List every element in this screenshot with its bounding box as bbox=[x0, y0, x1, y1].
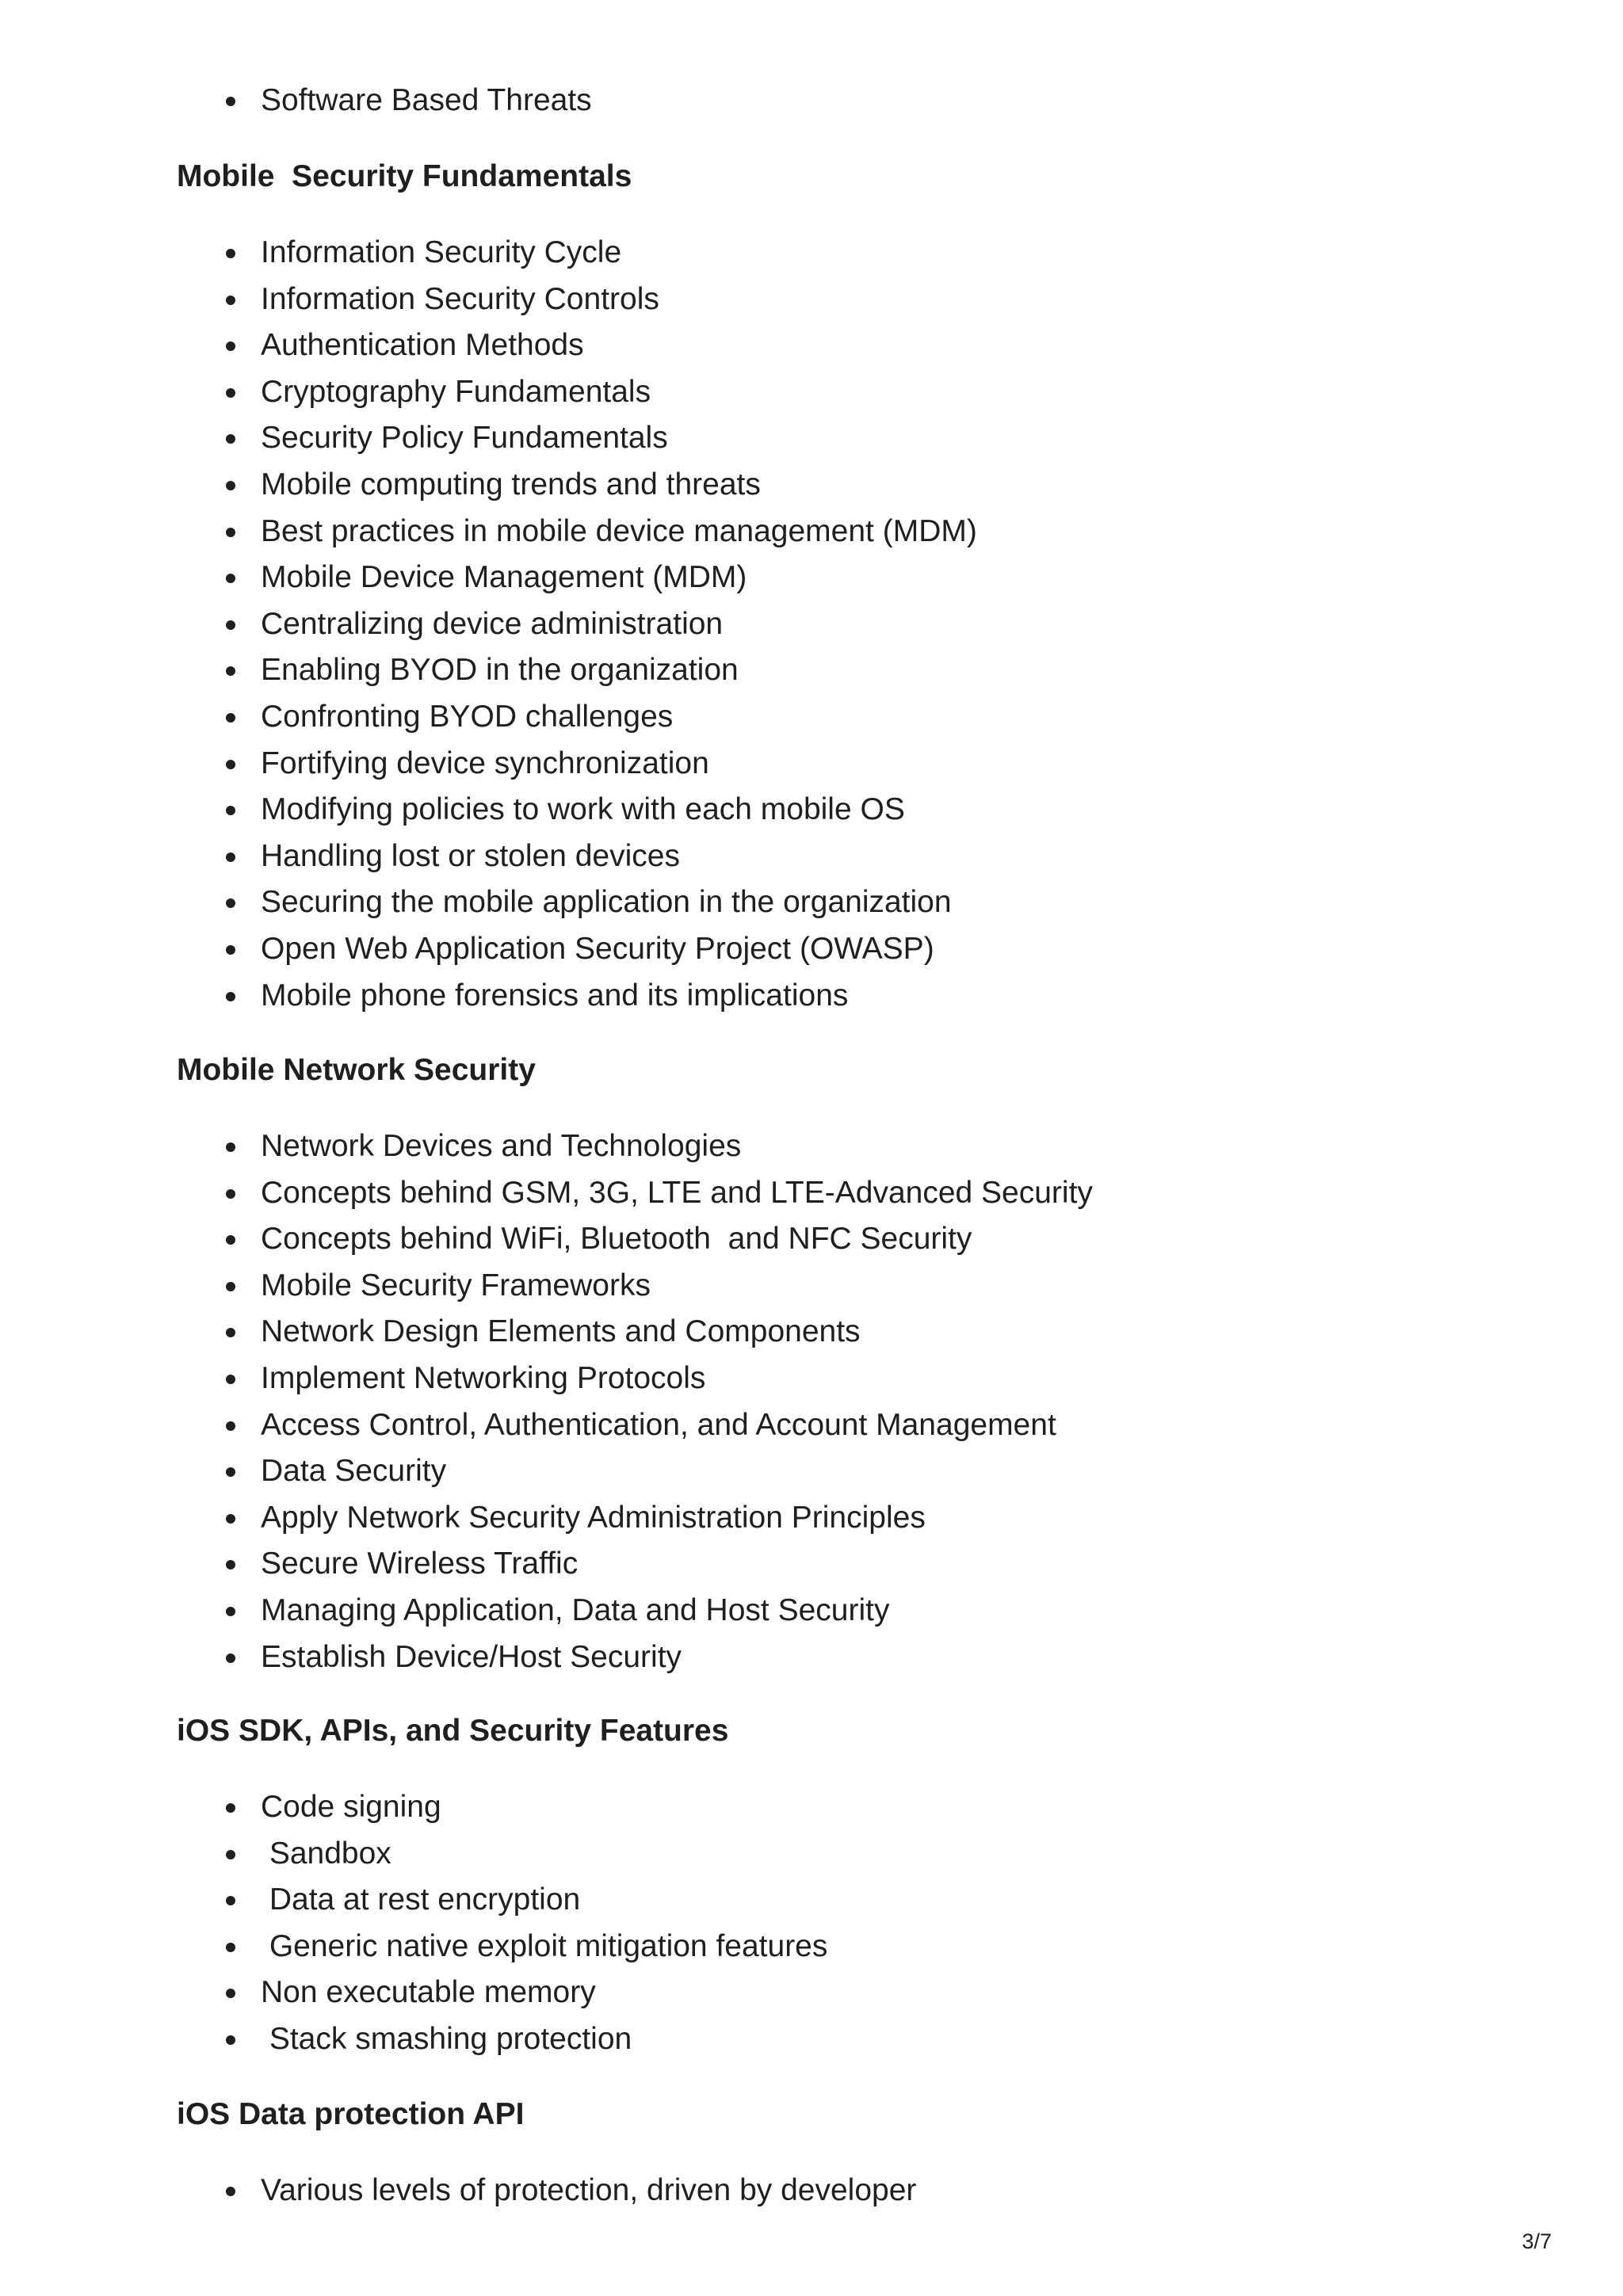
section-ios-data-protection-api bbox=[0, 2092, 1623, 2214]
list-item: Mobile computing trends and threats bbox=[0, 462, 1623, 509]
list-item: Data Security bbox=[0, 1448, 1623, 1495]
list-item: Establish Device/Host Security bbox=[0, 1634, 1623, 1681]
bullet-list bbox=[0, 1123, 1623, 1680]
list-item: Information Security Cycle bbox=[0, 230, 1623, 277]
list-item: Stack smashing protection bbox=[0, 2016, 1623, 2063]
list-item: Security Policy Fundamentals bbox=[0, 415, 1623, 462]
list-item: Modifying policies to work with each mobile OS bbox=[0, 787, 1623, 833]
bullet-list bbox=[0, 230, 1623, 1019]
section-heading: iOS Data protection API bbox=[177, 2097, 525, 2131]
list-item: Implement Networking Protocols bbox=[0, 1356, 1623, 1402]
page-number: 3/7 bbox=[1522, 2229, 1552, 2253]
list-item: Authentication Methods bbox=[0, 322, 1623, 369]
list-item: Open Web Application Security Project (OWASP) bbox=[0, 926, 1623, 973]
list-item: Network Devices and Technologies bbox=[0, 1123, 1623, 1170]
list-item: Mobile phone forensics and its implications bbox=[0, 973, 1623, 1020]
list-item: Various levels of protection, driven by developer bbox=[0, 2168, 1623, 2214]
list-item: Mobile Security Frameworks bbox=[0, 1263, 1623, 1310]
section-heading: iOS SDK, APIs, and Security Features bbox=[177, 1714, 729, 1748]
list-item: Sandbox bbox=[0, 1831, 1623, 1878]
list-item: Network Design Elements and Components bbox=[0, 1309, 1623, 1356]
bullet-list bbox=[0, 2168, 1623, 2214]
section-continuation bbox=[0, 78, 1623, 124]
list-item: Best practices in mobile device management (MDM) bbox=[0, 509, 1623, 555]
list-item: Enabling BYOD in the organization bbox=[0, 647, 1623, 694]
section-mobile-security-fundamentals bbox=[0, 154, 1623, 1019]
list-item: Concepts behind GSM, 3G, LTE and LTE-Advanced Security bbox=[0, 1170, 1623, 1217]
list-item: Non executable memory bbox=[0, 1970, 1623, 2016]
list-item: Confronting BYOD challenges bbox=[0, 694, 1623, 741]
list-item: Mobile Device Management (MDM) bbox=[0, 555, 1623, 601]
list-item: Securing the mobile application in the organization bbox=[0, 879, 1623, 926]
list-item: Centralizing device administration bbox=[0, 601, 1623, 648]
bullet-list bbox=[0, 78, 1623, 124]
list-item: Access Control, Authentication, and Account Management bbox=[0, 1402, 1623, 1449]
list-item: Fortifying device synchronization bbox=[0, 741, 1623, 788]
list-item: Secure Wireless Traffic bbox=[0, 1541, 1623, 1588]
list-item: Apply Network Security Administration Principles bbox=[0, 1495, 1623, 1542]
section-heading: Mobile Security Fundamentals bbox=[177, 159, 632, 193]
section-ios-sdk-apis-security-features bbox=[0, 1708, 1623, 2063]
list-item: Code signing bbox=[0, 1784, 1623, 1831]
list-item: Handling lost or stolen devices bbox=[0, 833, 1623, 880]
section-heading: Mobile Network Security bbox=[177, 1053, 536, 1087]
list-item: Managing Application, Data and Host Security bbox=[0, 1588, 1623, 1634]
section-mobile-network-security bbox=[0, 1047, 1623, 1680]
list-item: Cryptography Fundamentals bbox=[0, 369, 1623, 416]
bullet-list bbox=[0, 1784, 1623, 2063]
list-item: Concepts behind WiFi, Bluetooth and NFC Security bbox=[0, 1216, 1623, 1263]
list-item: Information Security Controls bbox=[0, 277, 1623, 323]
list-item: Data at rest encryption bbox=[0, 1877, 1623, 1924]
list-item: Software Based Threats bbox=[0, 78, 1623, 124]
list-item: Generic native exploit mitigation features bbox=[0, 1924, 1623, 1970]
